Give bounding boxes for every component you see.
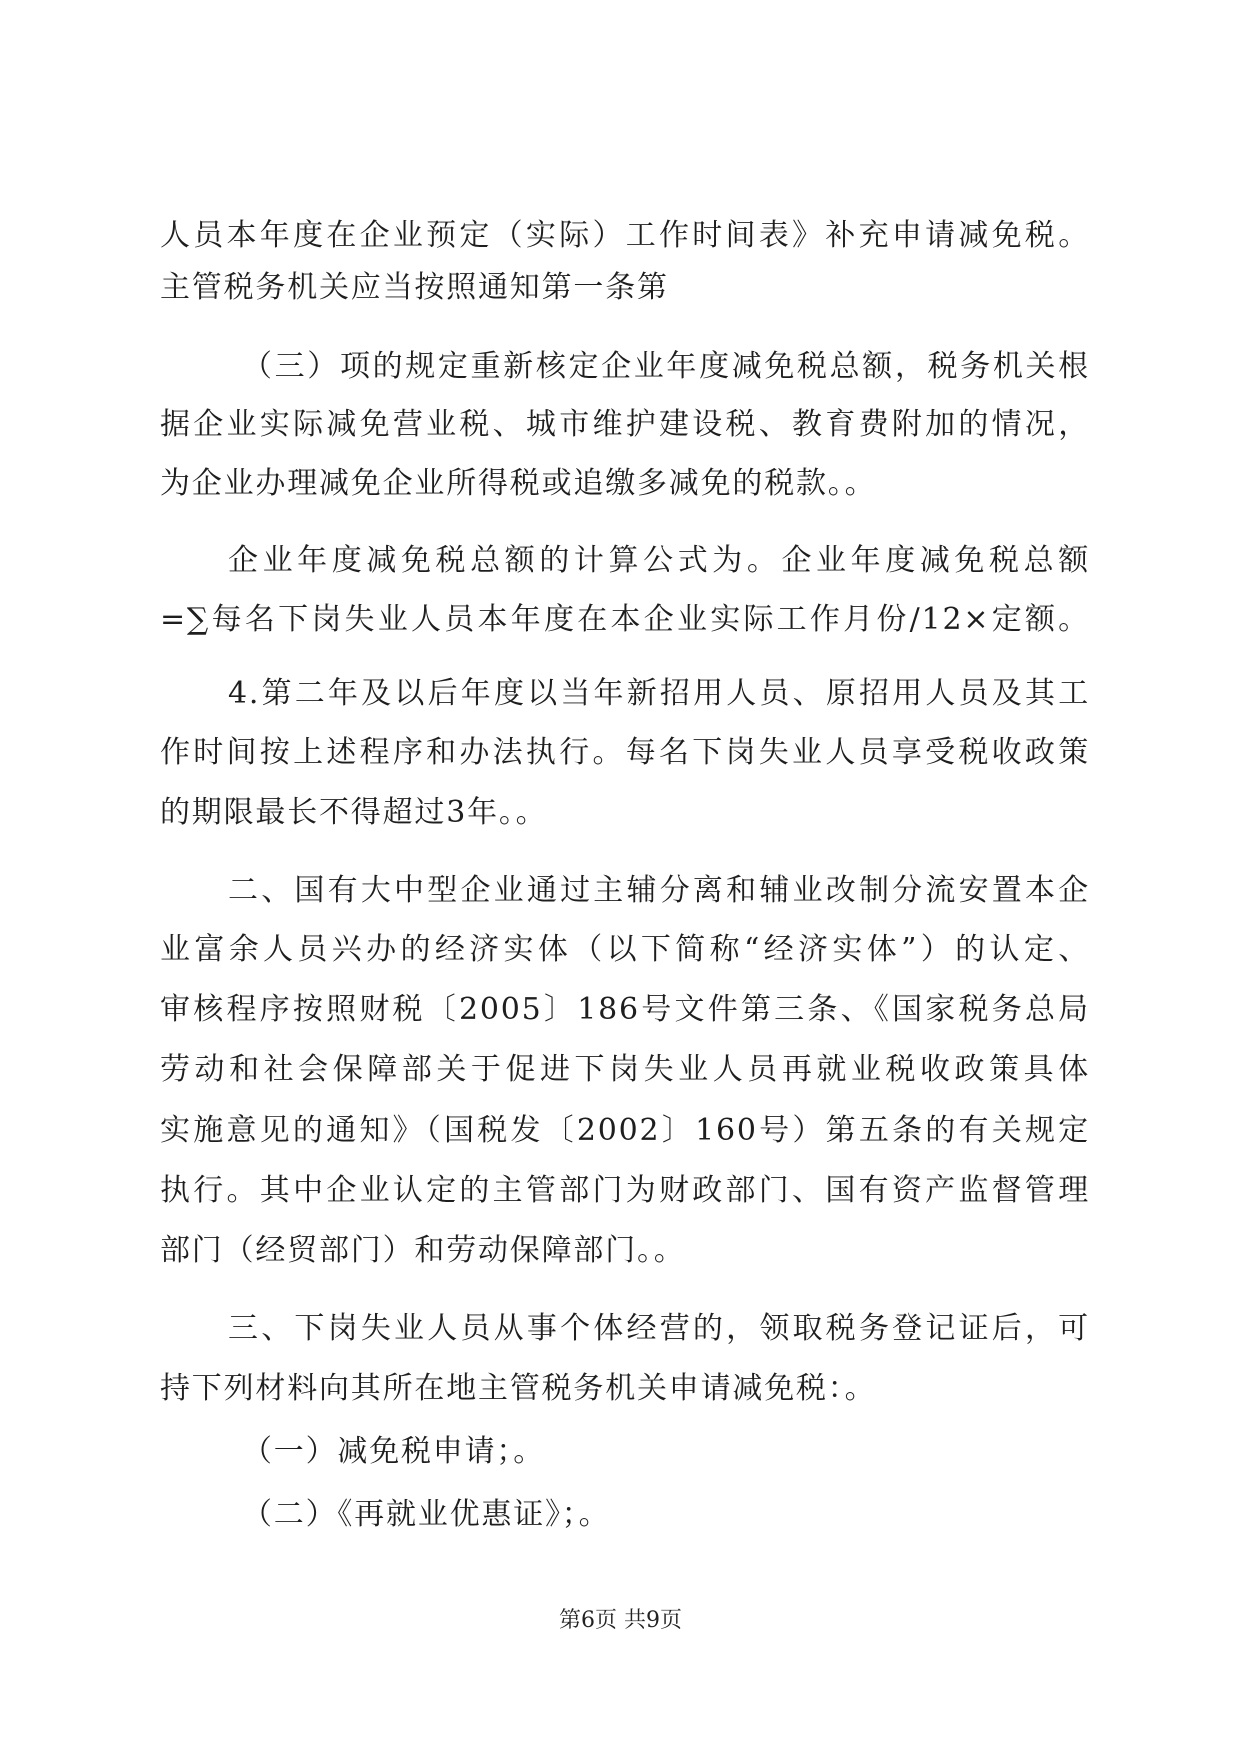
text-line: 为企业办理减免企业所得税或追缴多减免的税款。。	[160, 466, 877, 501]
text-line: （二）《再就业优惠证》；。	[242, 1497, 611, 1532]
text-line: 的期限最长不得超过3年。。	[160, 795, 548, 830]
text-line: （三）项的规定重新核定企业年度减免税总额，税务机关根	[242, 349, 1090, 384]
page-number-footer: 第6页 共9页	[559, 1608, 682, 1633]
text-line: 实施意见的通知》（国税发〔2002〕160号）第五条的有关规定	[160, 1113, 1090, 1148]
text-line: 部门（经贸部门）和劳动保障部门。。	[160, 1233, 686, 1268]
text-line: 4.第二年及以后年度以当年新招用人员、原招用人员及其工	[228, 676, 1090, 711]
text-line: 人员本年度在企业预定（实际）工作时间表》补充申请减免税。	[160, 218, 1090, 253]
text-line: 三、下岗失业人员从事个体经营的，领取税务登记证后，可	[228, 1311, 1090, 1346]
text-line: 作时间按上述程序和办法执行。每名下岗失业人员享受税收政策	[160, 735, 1090, 770]
text-line: （一）减免税申请；。	[242, 1434, 545, 1469]
text-line: 主管税务机关应当按照通知第一条第	[160, 270, 669, 305]
text-line: 执行。其中企业认定的主管部门为财政部门、国有资产监督管理	[160, 1173, 1090, 1208]
text-line: 劳动和社会保障部关于促进下岗失业人员再就业税收政策具体	[160, 1052, 1090, 1087]
text-line: 审核程序按照财税〔2005〕186号文件第三条、《国家税务总局	[160, 992, 1090, 1027]
text-line: 业富余人员兴办的经济实体（以下简称“经济实体”）的认定、	[160, 932, 1090, 967]
text-line: =∑每名下岗失业人员本年度在本企业实际工作月份/12×定额。	[160, 602, 1090, 637]
text-line: 二、国有大中型企业通过主辅分离和辅业改制分流安置本企	[228, 873, 1090, 908]
text-line: 据企业实际减免营业税、城市维护建设税、教育费附加的情况，	[160, 407, 1090, 442]
text-line: 企业年度减免税总额的计算公式为。企业年度减免税总额	[228, 543, 1090, 578]
text-line: 持下列材料向其所在地主管税务机关申请减免税：。	[160, 1371, 877, 1406]
